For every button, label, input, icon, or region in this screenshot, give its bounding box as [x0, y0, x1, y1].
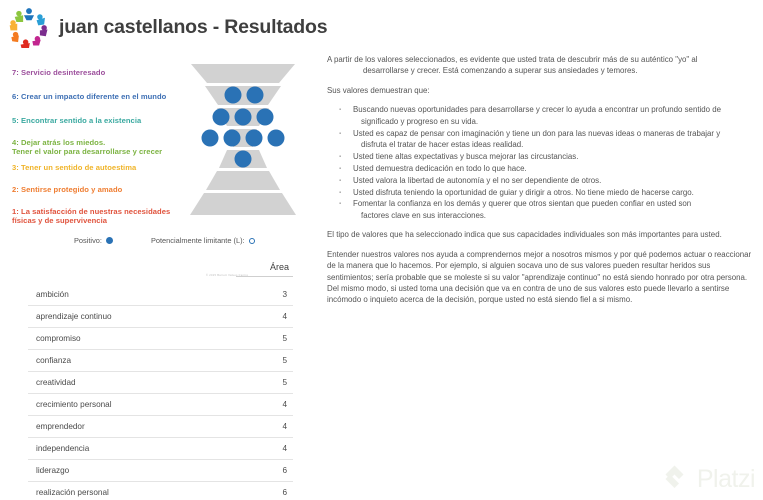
- pyramid-level-5-label: 5: Encontrar sentido a la existencia: [12, 116, 142, 125]
- pyramid-level-7-label: 7: Servicio desinteresado: [12, 68, 106, 77]
- value-name: crecimiento personal: [28, 393, 236, 415]
- value-name: aprendizaje continuo: [28, 305, 236, 327]
- list-item: [337, 104, 755, 127]
- page-title: juan castellanos - Resultados: [59, 15, 328, 38]
- list-item: [337, 198, 755, 221]
- bullet-line-1: Usted demuestra dedicación en todo lo que hace.: [353, 163, 527, 173]
- value-name: emprendedor: [28, 415, 236, 437]
- bullet-line-2: disfruta el tratar de hacer estas ideas realidad.: [361, 139, 524, 149]
- platzi-watermark: [661, 464, 755, 494]
- pyramid-level-3-label: 3: Tener un sentido de autoestima: [12, 163, 137, 172]
- value-name: independencia: [28, 437, 236, 459]
- value-area: 4: [236, 415, 293, 437]
- bullet-line-1: Fomentar la confianza en los demás y querer que otros sientan que pueden confiar en usted son: [353, 199, 692, 209]
- filled-circle-icon: [106, 237, 113, 244]
- pyramid-band-1: [190, 193, 296, 215]
- pyramid-level-4-label: [12, 138, 190, 157]
- values-table: [28, 262, 293, 500]
- value-name: creatividad: [28, 371, 236, 393]
- capacities-paragraph: El tipo de valores que ha seleccionado indica que sus capacidades individuales son más importantes para usted.: [327, 230, 722, 240]
- intro-paragraph: [327, 54, 755, 77]
- bullet-line-1: Usted tiene altas expectativas y busca mejorar las circustancias.: [353, 151, 579, 161]
- bullet-icon: ▪: [339, 153, 342, 160]
- legend-limiting-label: Potencialmente limitante (L):: [150, 236, 245, 245]
- pyramid-dot: [224, 130, 241, 147]
- list-item: [337, 187, 755, 198]
- intro-line-2: desarrollarse y crecer. Está comenzando a superar sus ansiedades y temores.: [363, 66, 638, 76]
- pyramid-level-4-line1: 4: Dejar atrás los miedos.: [12, 138, 106, 147]
- table-row: [28, 415, 293, 437]
- platzi-logo-icon: [661, 464, 691, 494]
- understanding-paragraph: Entender nuestros valores nos ayuda a comprendernos mejor a nosotros mismos y por qué podemos actuar o reaccionar de la manera que lo hacemos. Por ejemplo, si alguien socava uno de sus valores pueden resultar heridos sus sentimientos; sería probable que se moleste si su valor "aprendizaje continuo" no está siendo honrado por otra persona. Del mismo modo, si usted toma una decisión que va en contra de uno de sus valores esto puede llevarlo a sentirse incómodo o inquieto acerca de la decisión, porque usted no está siendo fiel a si mismo.: [327, 249, 752, 305]
- legend-limiting: [151, 236, 255, 245]
- pyramid-dot: [268, 130, 285, 147]
- value-area: 3: [236, 284, 293, 306]
- table-header-area: Área: [236, 262, 293, 277]
- value-area: 5: [236, 371, 293, 393]
- pyramid-level-1-label: [12, 207, 190, 226]
- list-item: [337, 128, 755, 151]
- pyramid-band-2: [206, 171, 280, 190]
- value-area: 4: [236, 305, 293, 327]
- table-row: [28, 284, 293, 306]
- value-area: 4: [236, 393, 293, 415]
- table-row: [28, 327, 293, 349]
- bullet-line-1: Usted valora la libertad de autonomía y el no ser dependiente de otros.: [353, 175, 602, 185]
- pyramid-band-7: [191, 64, 295, 83]
- table-row: [28, 459, 293, 481]
- legend-positive-label: Positivo:: [74, 236, 102, 245]
- value-name: realización personal: [28, 481, 236, 500]
- bullet-icon: ▪: [339, 189, 342, 196]
- pyramid-dot: [246, 130, 263, 147]
- value-area: 5: [236, 349, 293, 371]
- bullet-icon: ▪: [339, 201, 342, 208]
- bullet-icon: ▪: [339, 130, 342, 137]
- pyramid-dot: [213, 109, 230, 126]
- pyramid-dot: [202, 130, 219, 147]
- pyramid-dot: [235, 109, 252, 126]
- values-heading: Sus valores demuestran que:: [327, 85, 430, 95]
- table-header-name: [28, 262, 236, 277]
- bullet-icon: ▪: [339, 177, 342, 184]
- pyramid-level-1-line2: físicas y de supervivencia: [12, 216, 108, 226]
- hollow-circle-icon: [249, 238, 255, 244]
- legend-positive: [74, 236, 113, 245]
- bullet-line-2: factores clave en sus interacciones.: [361, 210, 486, 220]
- values-bullet-list: [327, 104, 755, 221]
- value-name: ambición: [28, 284, 236, 306]
- table-row: [28, 305, 293, 327]
- page-header: [8, 6, 327, 48]
- table-row: [28, 393, 293, 415]
- pyramid-dot: [257, 109, 274, 126]
- bullet-icon: ▪: [339, 165, 342, 172]
- platzi-watermark-text: Platzi: [696, 464, 755, 493]
- pyramid-dot: [225, 87, 242, 104]
- intro-line-1: A partir de los valores seleccionados, es evidente que usted trata de descubrir más de su auténtico "yo" al: [327, 55, 698, 64]
- pyramid-legend: [0, 236, 318, 245]
- bullet-line-2: significado y progreso en su vida.: [361, 116, 479, 126]
- pyramid-credit: © 2015 Barrett Values Centre: [206, 274, 249, 277]
- table-row: [28, 371, 293, 393]
- pyramid-band-6: [205, 86, 281, 105]
- table-header-row: [28, 262, 293, 277]
- pyramid-graphic: [183, 60, 303, 228]
- value-name: liderazgo: [28, 459, 236, 481]
- bullet-line-1: Usted disfruta teniendo la oportunidad de guiar y dirigir a otros. No tiene miedo de hacerse cargo.: [353, 187, 694, 197]
- value-name: confianza: [28, 349, 236, 371]
- list-item: [337, 163, 755, 174]
- value-area: 6: [236, 481, 293, 500]
- table-row: [28, 349, 293, 371]
- table-row: [28, 481, 293, 500]
- bullet-line-1: Usted es capaz de pensar con imaginación y tiene un don para las nuevas ideas o maneras de trabajar y: [353, 128, 721, 138]
- pyramid-dot: [235, 151, 252, 168]
- value-area: 5: [236, 327, 293, 349]
- teamwork-circle-logo-icon: [8, 6, 50, 48]
- bullet-icon: ▪: [339, 107, 342, 114]
- pyramid-level-1-line1: 1: La satisfacción de nuestras necesidades: [12, 207, 171, 216]
- analysis-panel: [327, 54, 755, 314]
- pyramid-level-6-label: 6: Crear un impacto diferente en el mundo: [12, 92, 167, 101]
- table-row: [28, 437, 293, 459]
- value-area: 6: [236, 459, 293, 481]
- value-name: compromiso: [28, 327, 236, 349]
- pyramid-level-4-line2: Tener el valor para desarrollarse y crecer: [12, 147, 163, 157]
- list-item: [337, 175, 755, 186]
- pyramid-dot: [247, 87, 264, 104]
- table-header-spacer: [28, 277, 293, 284]
- list-item: [337, 151, 755, 162]
- pyramid-level-2-label: 2: Sentirse protegido y amado: [12, 185, 123, 194]
- value-area: 4: [236, 437, 293, 459]
- bullet-line-1: Buscando nuevas oportunidades para desarrollarse y crecer lo ayuda a encontrar un profundo sentido de: [353, 105, 722, 115]
